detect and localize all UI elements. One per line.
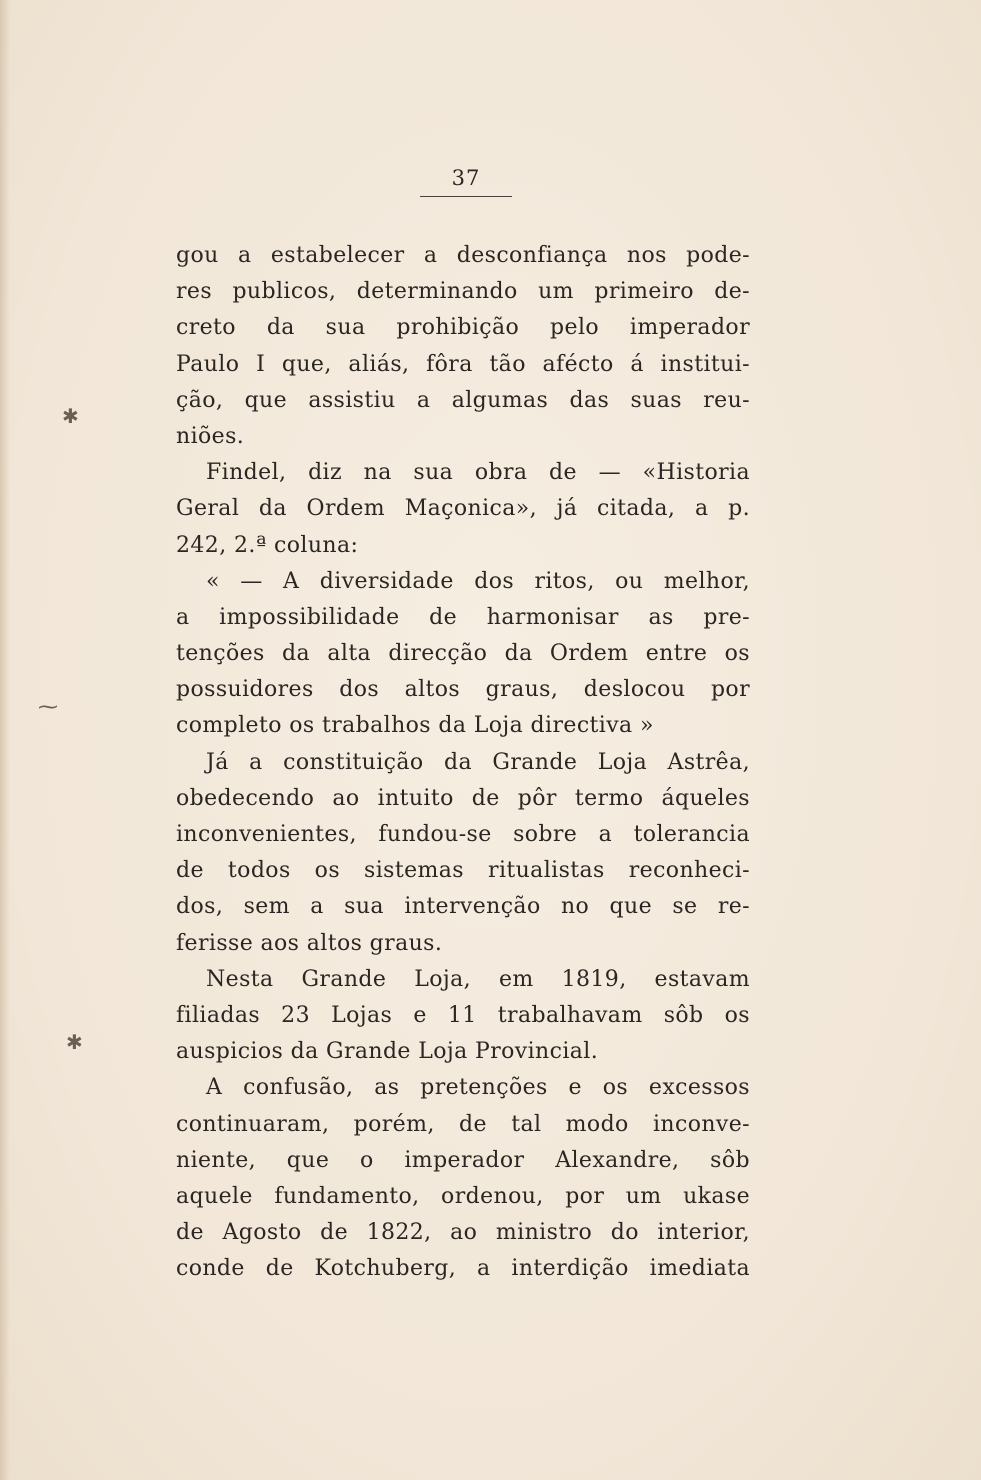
text-line: completo os trabalhos da Loja directiva » xyxy=(176,713,654,739)
text-line: Findel, diz na sua obra de — «Historia xyxy=(206,460,750,486)
ink-smudge-icon: ✱ xyxy=(66,1030,83,1054)
page-edge-shadow xyxy=(0,0,10,1480)
text-line: Geral da Ordem Maçonica», já citada, a p. xyxy=(176,496,750,522)
text-line: Paulo I que, aliás, fôra tão afécto á institui- xyxy=(176,351,750,377)
text-line: ferisse aos altos graus. xyxy=(176,930,443,956)
text-line: tenções da alta direcção da Ordem entre os xyxy=(176,641,750,667)
text-line: A confusão, as pretenções e os excessos xyxy=(206,1075,750,1101)
text-line: possuidores dos altos graus, deslocou por xyxy=(176,677,750,703)
text-line: Já a constituição da Grande Loja Astrêa, xyxy=(206,749,750,775)
text-line: inconvenientes, fundou-se sobre a tolerancia xyxy=(176,822,750,847)
text-line: res publicos, determinando um primeiro de- xyxy=(176,279,750,305)
ink-smudge-icon: ✱ xyxy=(62,404,79,428)
text-line: dos, sem a sua intervenção no que se re- xyxy=(176,894,750,920)
text-line: de todos os sistemas ritualistas reconheci- xyxy=(176,858,750,884)
text-line: continuaram, porém, de tal modo inconve- xyxy=(176,1111,750,1137)
text-line: Nesta Grande Loja, em 1819, estavam xyxy=(206,966,750,992)
text-line: creto da sua prohibição pelo imperador xyxy=(176,315,750,341)
text-line: de Agosto de 1822, ao ministro do interior, xyxy=(176,1220,750,1246)
text-line: conde de Kotchuberg, a interdição imediata xyxy=(176,1256,750,1282)
text-line: ção, que assistiu a algumas das suas reu- xyxy=(176,387,750,413)
text-line: niões. xyxy=(176,423,245,449)
text-line: aquele fundamento, ordenou, por um ukase xyxy=(176,1183,750,1209)
text-line: auspicios da Grande Loja Provincial. xyxy=(176,1039,599,1065)
text-line: obedecendo ao intuito de pôr termo áqueles xyxy=(176,785,750,811)
text-line: a impossibilidade de harmonisar as pre- xyxy=(176,604,750,630)
text-line: 242, 2.ª coluna: xyxy=(176,532,359,558)
page-number: 37 xyxy=(420,166,512,197)
text-line: gou a estabelecer a desconfiança nos pode- xyxy=(176,243,750,268)
text-line: niente, que o imperador Alexandre, sôb xyxy=(176,1147,750,1173)
body-text xyxy=(176,238,750,1287)
ink-smudge-icon: ⁓ xyxy=(38,694,58,718)
text-line: « — A diversidade dos ritos, ou melhor, xyxy=(206,568,750,594)
text-line: filiadas 23 Lojas e 11 trabalhavam sôb os xyxy=(176,1002,750,1028)
